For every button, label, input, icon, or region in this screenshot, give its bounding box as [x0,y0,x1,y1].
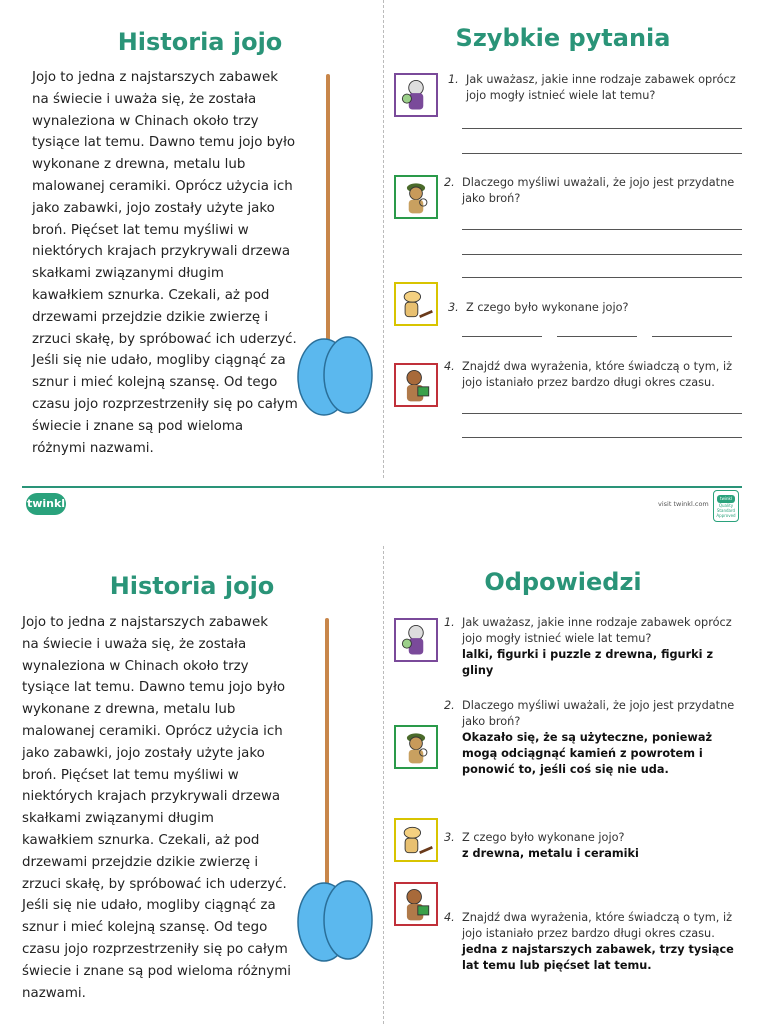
story-line: zrzuci skałę, by spróbować ich uderzyć. [32,331,297,347]
story-line: broń. Pięćset lat temu myśliwi w [22,767,239,783]
answer-item-2 [444,698,747,778]
dog-detective-icon [394,725,438,769]
story-text-bottom [22,612,291,1004]
questions-title: Szybkie pytania [455,24,671,52]
question-text: Jak uważasz, jakie inne rodzaje zabawek oprócz jojo mogły istnieć wiele lat temu? [466,73,736,102]
question-4 [444,359,747,391]
answer-line[interactable] [462,413,742,414]
story-line: Jojo to jedna z najstarszych zabawek [32,70,278,85]
story-line: Jeśli się nie udało, mogliby ciągnąć za [22,898,276,914]
question-text: Z czego było wykonane jojo? [462,831,625,844]
question-text: Znajdź dwa wyrażenia, które świadczą o tym, iż jojo istaniało przez bardzo długi okres czasu. [462,360,733,389]
story-line: tysiące lat temu. Dawno temu jojo było [32,135,296,151]
question-3 [448,300,746,316]
badge-text: Quality Standard Approved [716,503,736,518]
question-text: Dlaczego myśliwi uważali, że jojo jest przydatne jako broń? [462,699,735,728]
question-number: 4. [444,911,455,924]
story-line: drzewami przejdzie dzikie zwierzę i [32,309,269,325]
story-line: wykonane z drewna, metalu lub [32,157,246,173]
story-line: broń. Pięćset lat temu myśliwi w [32,222,249,238]
dog-reading-book-icon [394,363,438,407]
question-number: 3. [444,831,455,844]
story-line: kawałkiem sznurka. Czekali, aż pod [22,832,260,848]
badge-logo: twinkl [717,495,735,503]
question-number: 3. [448,301,459,314]
page-divider-top [383,0,384,478]
story-line: na świecie i uważa się, że została [32,91,257,107]
story-line: Jeśli się nie udało, mogliby ciągnąć za [32,353,286,369]
question-number: 2. [444,176,455,189]
story-line: wykonane z drewna, metalu lub [22,702,236,718]
answer-text: lalki, figurki i puzzle z drewna, figurki z gliny [462,648,714,677]
story-line: wynaleziona w Chinach około trzy [32,113,259,129]
story-line: Jojo to jedna z najstarszych zabawek [22,615,268,630]
yoyo-string-bottom [325,618,329,918]
story-line: jako zabawki, jojo zostały użyte jako [22,745,265,761]
question-text: Znajdź dwa wyrażenia, które świadczą o tym, iż jojo istaniało przez bardzo długi okres czasu. [462,911,733,940]
story-line: różnymi nazwami. [32,440,154,456]
yoyo-illustration-bottom [296,876,376,964]
answer-text: jedna z najstarszych zabawek, trzy tysiące lat temu lub pięćset lat temu. [462,943,734,972]
answer-item-1 [444,615,747,679]
question-number: 1. [444,616,455,629]
page-divider-bottom [383,546,384,1024]
answer-line[interactable] [652,336,732,337]
question-text: Dlaczego myśliwi uważali, że jojo jest przydatne jako broń? [462,176,735,205]
story-line: drzewami przejdzie dzikie zwierzę i [22,854,259,870]
answer-line[interactable] [462,153,742,154]
visit-link[interactable]: visit twinkl.com [658,500,709,508]
story-line: skałkami związanymi długim [22,811,214,827]
answer-text: z drewna, metalu i ceramiki [462,847,639,860]
story-title-bottom: Historia jojo [109,572,275,600]
question-2 [444,175,742,207]
question-number: 2. [444,699,455,712]
dog-detective-icon [394,175,438,219]
answers-title: Odpowiedzi [484,568,642,596]
story-line: nazwami. [22,985,86,1001]
answer-item-4 [444,910,747,974]
answer-item-3 [444,830,747,862]
answer-line[interactable] [462,437,742,438]
owl-professor-icon [394,618,438,662]
answer-line[interactable] [462,336,542,337]
answer-line[interactable] [557,336,637,337]
answer-line[interactable] [462,254,742,255]
question-number: 1. [448,73,459,86]
quality-badge [713,490,739,522]
story-line: jako zabawki, jojo zostały użyte jako [32,200,275,216]
answer-line[interactable] [462,277,742,278]
answer-text: Okazało się, że są użyteczne, ponieważ mogą odciągnąć kamień z powrotem i ponowić to, jeśli coś się nie uda. [462,731,713,776]
story-line: skałkami związanymi długim [32,266,224,282]
story-line: wynaleziona w Chinach około trzy [22,658,249,674]
question-1 [448,72,746,104]
story-line: czasu jojo rozprzestrzeniły się po całym [22,941,288,957]
twinkl-logo[interactable]: twinkl [26,493,66,515]
dog-magnifier-icon [394,282,438,326]
story-line: sznur i mieć kolejną szansę. Od tego [32,375,278,391]
answer-line[interactable] [462,128,742,129]
story-line: zrzuci skałę, by spróbować ich uderzyć. [22,876,287,892]
story-line: świecie i znane są pod wieloma [32,418,244,434]
story-line: niektórych krajach przykrywali drzewa [22,789,281,805]
story-line: niektórych krajach przykrywali drzewa [32,244,291,260]
story-line: kawałkiem sznurka. Czekali, aż pod [32,287,270,303]
dog-reading-book-icon [394,882,438,926]
story-title-top: Historia jojo [117,28,283,56]
yoyo-string-top [326,74,330,374]
story-line: malowanej ceramiki. Oprócz użycia ich [32,178,293,194]
story-line: na świecie i uważa się, że została [22,636,247,652]
story-line: świecie i znane są pod wieloma różnymi [22,963,291,979]
footer-rule [22,486,742,488]
story-line: malowanej ceramiki. Oprócz użycia ich [22,723,283,739]
owl-professor-icon [394,73,438,117]
answer-line[interactable] [462,229,742,230]
question-text: Z czego było wykonane jojo? [466,301,629,314]
question-text: Jak uważasz, jakie inne rodzaje zabawek oprócz jojo mogły istnieć wiele lat temu? [462,616,732,645]
story-line: tysiące lat temu. Dawno temu jojo było [22,680,286,696]
story-line: sznur i mieć kolejną szansę. Od tego [22,920,268,936]
story-text-top [32,67,298,459]
yoyo-illustration-top [296,332,376,418]
story-line: czasu jojo rozprzestrzeniły się po całym [32,396,298,412]
question-number: 4. [444,360,455,373]
dog-magnifier-icon [394,818,438,862]
